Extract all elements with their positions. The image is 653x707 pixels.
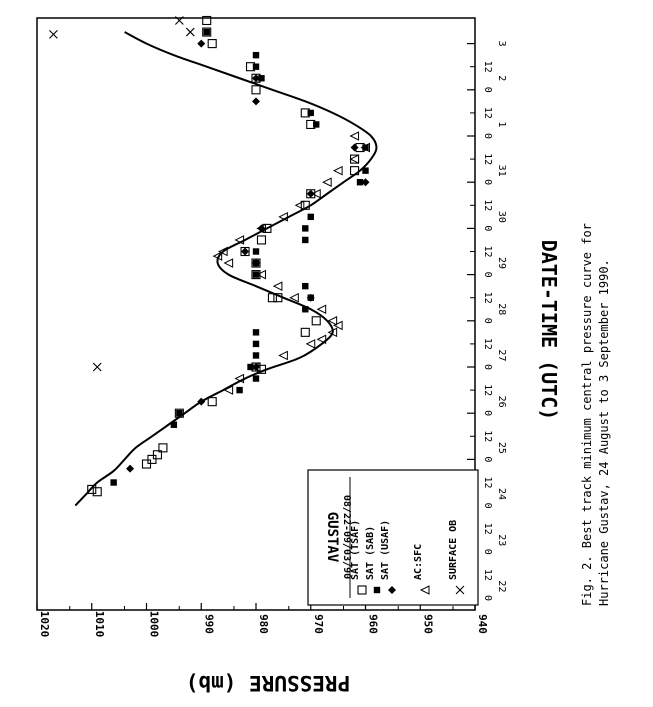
hour-tick-label: 12: [482, 337, 493, 350]
data-point-filled-square: [362, 167, 368, 173]
hour-tick-label: 12: [482, 245, 493, 258]
data-point-filled-square: [302, 237, 308, 243]
hour-tick-label: 0: [482, 317, 493, 324]
hour-tick-label: 12: [482, 106, 493, 119]
data-point-filled-square: [302, 306, 308, 312]
data-point-filled-square: [204, 29, 210, 35]
data-point-open-square: [148, 455, 156, 463]
data-point-filled-square: [302, 225, 308, 231]
day-tick-label: 30: [496, 210, 507, 223]
hour-tick-label: 12: [482, 60, 493, 73]
data-point-open-square: [257, 236, 265, 244]
day-tick-label: 31: [496, 164, 507, 177]
data-point-x: [49, 30, 57, 38]
data-point-filled-diamond: [126, 465, 134, 473]
hour-tick-label: 0: [482, 363, 493, 371]
data-point-open-triangle-down: [351, 155, 359, 163]
data-point-filled-square: [302, 283, 308, 289]
hour-tick-label: 12: [482, 199, 493, 212]
hour-tick-label: 0: [482, 132, 493, 140]
data-point-open-triangle-down: [279, 351, 287, 359]
data-point-open-square: [301, 328, 309, 336]
data-point-filled-diamond: [252, 97, 260, 105]
data-point-open-square: [143, 460, 151, 468]
hour-tick-label: 0: [482, 456, 493, 463]
data-point-filled-square: [176, 410, 182, 416]
data-point-open-square: [208, 40, 216, 48]
data-point-open-square: [93, 488, 101, 496]
legend-title: GUSTAV: [324, 511, 340, 563]
data-point-open-triangle-down: [334, 321, 342, 329]
data-point-filled-diamond: [197, 40, 205, 48]
day-tick-label: 26: [496, 395, 507, 408]
hour-tick-label: 0: [482, 410, 493, 417]
data-point-open-square: [252, 86, 260, 94]
day-tick-label: 2: [496, 75, 507, 82]
data-point-filled-square: [308, 214, 314, 220]
pressure-tick-label: 1000: [147, 610, 161, 638]
pressure-tick-label: 990: [202, 614, 216, 634]
legend-label: AC:SFC: [413, 543, 424, 580]
data-point-open-triangle-down: [323, 178, 331, 186]
hour-tick-label: 12: [482, 291, 493, 304]
day-tick-label: 28: [496, 303, 507, 316]
data-point-open-square: [208, 398, 216, 406]
day-tick-label: 29: [496, 257, 507, 270]
data-point-open-square: [312, 317, 320, 325]
day-tick-label: 3: [496, 40, 507, 47]
pressure-tick-label: 980: [257, 614, 270, 634]
data-point-filled-diamond: [241, 248, 249, 256]
data-point-x: [186, 28, 194, 36]
data-point-x: [93, 363, 101, 371]
data-point-filled-square: [253, 352, 259, 358]
best-track-layer: [75, 32, 376, 506]
data-point-filled-square: [308, 110, 314, 116]
hour-tick-label: 12: [482, 384, 493, 397]
day-tick-label: 24: [496, 488, 507, 501]
data-point-filled-diamond: [307, 190, 315, 198]
legend-marker: [374, 587, 380, 593]
legend: [308, 470, 478, 605]
hour-tick-label: 12: [482, 522, 493, 535]
data-point-filled-square: [313, 121, 319, 127]
pressure-axis-ticks: [37, 603, 489, 637]
data-point-filled-square: [110, 479, 116, 485]
hour-tick-label: 12: [482, 568, 493, 581]
data-point-filled-diamond: [257, 224, 265, 232]
data-point-filled-square: [253, 248, 259, 254]
data-point-open-square: [351, 155, 359, 163]
legend-label: SURFACE OB: [448, 519, 459, 580]
data-point-filled-diamond: [351, 144, 359, 152]
y-axis-title: PRESSURE (mb): [185, 671, 351, 695]
pressure-tick-label: 960: [366, 614, 380, 634]
data-point-open-triangle-down: [274, 282, 282, 290]
day-tick-label: 1: [496, 121, 507, 128]
legend-subtitle: 08/22-09/03/90: [341, 494, 352, 580]
caption-line-2: Hurricane Gustav, 24 August to 3 September 1990.: [597, 259, 611, 606]
legend-label: SAT (USAF): [380, 519, 391, 580]
caption-line-1: Fig. 2. Best track minimum central pressure curve for: [580, 223, 594, 606]
data-point-open-triangle-down: [318, 305, 326, 313]
hour-tick-label: 0: [482, 225, 493, 232]
hour-tick-label: 12: [482, 153, 493, 166]
data-point-filled-square: [253, 341, 259, 347]
x-axis-title: DATE-TIME (UTC): [537, 239, 561, 421]
day-tick-label: 27: [496, 349, 507, 362]
hour-tick-label: 0: [482, 86, 493, 93]
pressure-tick-label: 940: [476, 614, 489, 634]
hour-tick-label: 0: [482, 179, 493, 186]
data-point-open-triangle-down: [334, 167, 342, 175]
day-tick-label: 25: [496, 441, 507, 454]
data-point-open-triangle-down: [225, 259, 233, 267]
data-points-layer: [49, 17, 369, 496]
pressure-tick-label: 1020: [38, 610, 51, 638]
hour-tick-label: 0: [482, 271, 493, 278]
pressure-tick-label: 1010: [92, 610, 106, 638]
day-tick-label: 22: [496, 580, 507, 593]
hour-tick-label: 0: [482, 502, 493, 509]
data-point-open-triangle-down: [351, 132, 359, 140]
data-point-open-triangle-down: [307, 340, 315, 348]
hour-tick-label: 12: [482, 476, 493, 489]
pressure-tick-label: 970: [311, 614, 325, 634]
data-point-filled-square: [171, 422, 177, 428]
hour-tick-label: 0: [482, 548, 493, 555]
data-point-filled-square: [253, 52, 259, 58]
data-point-filled-square: [253, 64, 259, 70]
hour-tick-label: 0: [482, 594, 493, 602]
day-tick-label: 23: [496, 534, 507, 547]
data-point-filled-square: [253, 329, 259, 335]
data-point-filled-square: [236, 387, 242, 393]
hour-tick-label: 12: [482, 430, 493, 443]
data-point-filled-square: [253, 375, 259, 381]
data-point-open-triangle-down: [296, 201, 304, 209]
legend-label: SAT (TSAF): [350, 519, 361, 580]
pressure-tick-label: 950: [421, 614, 435, 634]
best-track-curve: [75, 32, 376, 506]
legend-label: SAT (SAB): [365, 525, 376, 580]
